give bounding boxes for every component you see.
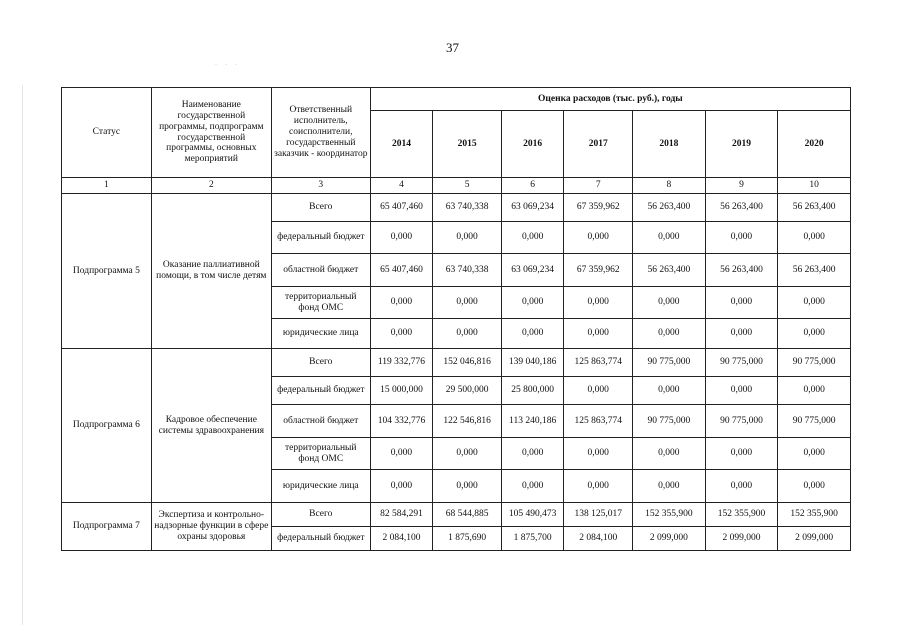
- column-number: 10: [778, 178, 851, 194]
- amount-cell: 67 359,962: [564, 254, 633, 287]
- amount-cell: 0,000: [370, 222, 433, 254]
- funding-source: юридические лица: [271, 319, 370, 349]
- program-status: Подпрограмма 5: [62, 194, 152, 349]
- amount-cell: 138 125,017: [564, 503, 633, 527]
- amount-cell: 2 084,100: [370, 527, 433, 551]
- amount-cell: 0,000: [705, 377, 778, 405]
- amount-cell: 90 775,000: [633, 349, 706, 377]
- amount-cell: 0,000: [433, 470, 502, 503]
- amount-cell: 0,000: [433, 222, 502, 254]
- header-year: 2015: [433, 111, 502, 178]
- column-number: 2: [151, 178, 271, 194]
- column-number: 8: [633, 178, 706, 194]
- amount-cell: 0,000: [433, 319, 502, 349]
- amount-cell: 0,000: [501, 287, 564, 319]
- amount-cell: 0,000: [705, 222, 778, 254]
- amount-cell: 63 069,234: [501, 194, 564, 222]
- header-year: 2019: [705, 111, 778, 178]
- amount-cell: 0,000: [564, 287, 633, 319]
- header-year: 2018: [633, 111, 706, 178]
- amount-cell: 0,000: [370, 470, 433, 503]
- header-responsible: Ответственный исполнитель, соисполнители, государственный заказчик - координатор: [271, 88, 370, 178]
- header-estimate: Оценка расходов (тыс. руб.), годы: [370, 88, 850, 111]
- scan-artifact-line: [22, 85, 23, 625]
- amount-cell: 0,000: [633, 377, 706, 405]
- amount-cell: 56 263,400: [633, 254, 706, 287]
- funding-source: областной бюджет: [271, 254, 370, 287]
- funding-source: территориальный фонд ОМС: [271, 287, 370, 319]
- amount-cell: 2 099,000: [778, 527, 851, 551]
- amount-cell: 63 740,338: [433, 194, 502, 222]
- amount-cell: 122 546,816: [433, 405, 502, 438]
- amount-cell: 56 263,400: [778, 254, 851, 287]
- amount-cell: 0,000: [564, 222, 633, 254]
- column-number: 4: [370, 178, 433, 194]
- amount-cell: 0,000: [633, 287, 706, 319]
- amount-cell: 0,000: [778, 377, 851, 405]
- amount-cell: 125 863,774: [564, 405, 633, 438]
- amount-cell: 1 875,690: [433, 527, 502, 551]
- amount-cell: 63 740,338: [433, 254, 502, 287]
- amount-cell: 25 800,000: [501, 377, 564, 405]
- table-row: [62, 503, 851, 527]
- amount-cell: 65 407,460: [370, 194, 433, 222]
- program-name: Кадровое обеспечение системы здравоохранения: [151, 349, 271, 503]
- header-year: 2017: [564, 111, 633, 178]
- header-year: 2020: [778, 111, 851, 178]
- column-number: 5: [433, 178, 502, 194]
- amount-cell: 90 775,000: [778, 349, 851, 377]
- amount-cell: 0,000: [433, 438, 502, 470]
- amount-cell: 0,000: [501, 470, 564, 503]
- header-name: Наименование государственной программы, подпрограмм государственной программы, основных мероприятий: [151, 88, 271, 178]
- program-status: Подпрограмма 7: [62, 503, 152, 551]
- amount-cell: 0,000: [564, 319, 633, 349]
- header-year: 2014: [370, 111, 433, 178]
- expenditure-table: [61, 87, 851, 551]
- column-number: 7: [564, 178, 633, 194]
- amount-cell: 90 775,000: [705, 349, 778, 377]
- table-row: [62, 194, 851, 222]
- amount-cell: 0,000: [370, 287, 433, 319]
- amount-cell: 29 500,000: [433, 377, 502, 405]
- amount-cell: 152 355,900: [633, 503, 706, 527]
- funding-source: областной бюджет: [271, 405, 370, 438]
- amount-cell: 0,000: [633, 319, 706, 349]
- funding-source: территориальный фонд ОМС: [271, 438, 370, 470]
- program-name: Экспертиза и контрольно-надзорные функции в сфере охраны здоровья: [151, 503, 271, 551]
- amount-cell: 105 490,473: [501, 503, 564, 527]
- column-number: 3: [271, 178, 370, 194]
- amount-cell: 90 775,000: [633, 405, 706, 438]
- amount-cell: 152 046,816: [433, 349, 502, 377]
- amount-cell: 0,000: [633, 222, 706, 254]
- amount-cell: 0,000: [705, 287, 778, 319]
- funding-source: Всего: [271, 503, 370, 527]
- amount-cell: 90 775,000: [705, 405, 778, 438]
- amount-cell: 0,000: [564, 438, 633, 470]
- amount-cell: 119 332,776: [370, 349, 433, 377]
- amount-cell: 0,000: [433, 287, 502, 319]
- amount-cell: 56 263,400: [778, 194, 851, 222]
- amount-cell: 2 099,000: [633, 527, 706, 551]
- funding-source: Всего: [271, 349, 370, 377]
- amount-cell: 0,000: [778, 287, 851, 319]
- amount-cell: 0,000: [501, 222, 564, 254]
- amount-cell: 0,000: [778, 222, 851, 254]
- amount-cell: 0,000: [778, 438, 851, 470]
- column-number: 1: [62, 178, 152, 194]
- amount-cell: 113 240,186: [501, 405, 564, 438]
- program-status: Подпрограмма 6: [62, 349, 152, 503]
- header-status: Статус: [62, 88, 152, 178]
- scan-artifact-dots: . . .: [215, 58, 240, 67]
- funding-source: федеральный бюджет: [271, 527, 370, 551]
- amount-cell: 2 099,000: [705, 527, 778, 551]
- amount-cell: 0,000: [564, 470, 633, 503]
- table-body: [62, 194, 851, 551]
- amount-cell: 0,000: [778, 470, 851, 503]
- amount-cell: 67 359,962: [564, 194, 633, 222]
- amount-cell: 152 355,900: [778, 503, 851, 527]
- header-year: 2016: [501, 111, 564, 178]
- amount-cell: 68 544,885: [433, 503, 502, 527]
- amount-cell: 63 069,234: [501, 254, 564, 287]
- amount-cell: 0,000: [501, 319, 564, 349]
- column-number: 9: [705, 178, 778, 194]
- amount-cell: 15 000,000: [370, 377, 433, 405]
- amount-cell: 0,000: [705, 319, 778, 349]
- amount-cell: 0,000: [633, 470, 706, 503]
- amount-cell: 90 775,000: [778, 405, 851, 438]
- amount-cell: 0,000: [778, 319, 851, 349]
- amount-cell: 139 040,186: [501, 349, 564, 377]
- funding-source: федеральный бюджет: [271, 377, 370, 405]
- funding-source: юридические лица: [271, 470, 370, 503]
- amount-cell: 104 332,776: [370, 405, 433, 438]
- amount-cell: 82 584,291: [370, 503, 433, 527]
- amount-cell: 0,000: [705, 438, 778, 470]
- amount-cell: 2 084,100: [564, 527, 633, 551]
- amount-cell: 0,000: [370, 438, 433, 470]
- amount-cell: 0,000: [564, 377, 633, 405]
- column-number: 6: [501, 178, 564, 194]
- funding-source: Всего: [271, 194, 370, 222]
- amount-cell: 152 355,900: [705, 503, 778, 527]
- amount-cell: 125 863,774: [564, 349, 633, 377]
- amount-cell: 0,000: [370, 319, 433, 349]
- amount-cell: 0,000: [633, 438, 706, 470]
- amount-cell: 65 407,460: [370, 254, 433, 287]
- table-row: [62, 349, 851, 377]
- page-number: 37: [446, 40, 459, 55]
- amount-cell: 56 263,400: [705, 194, 778, 222]
- funding-source: федеральный бюджет: [271, 222, 370, 254]
- amount-cell: 56 263,400: [633, 194, 706, 222]
- amount-cell: 56 263,400: [705, 254, 778, 287]
- amount-cell: 0,000: [705, 470, 778, 503]
- amount-cell: 0,000: [501, 438, 564, 470]
- amount-cell: 1 875,700: [501, 527, 564, 551]
- program-name: Оказание паллиативной помощи, в том числе детям: [151, 194, 271, 349]
